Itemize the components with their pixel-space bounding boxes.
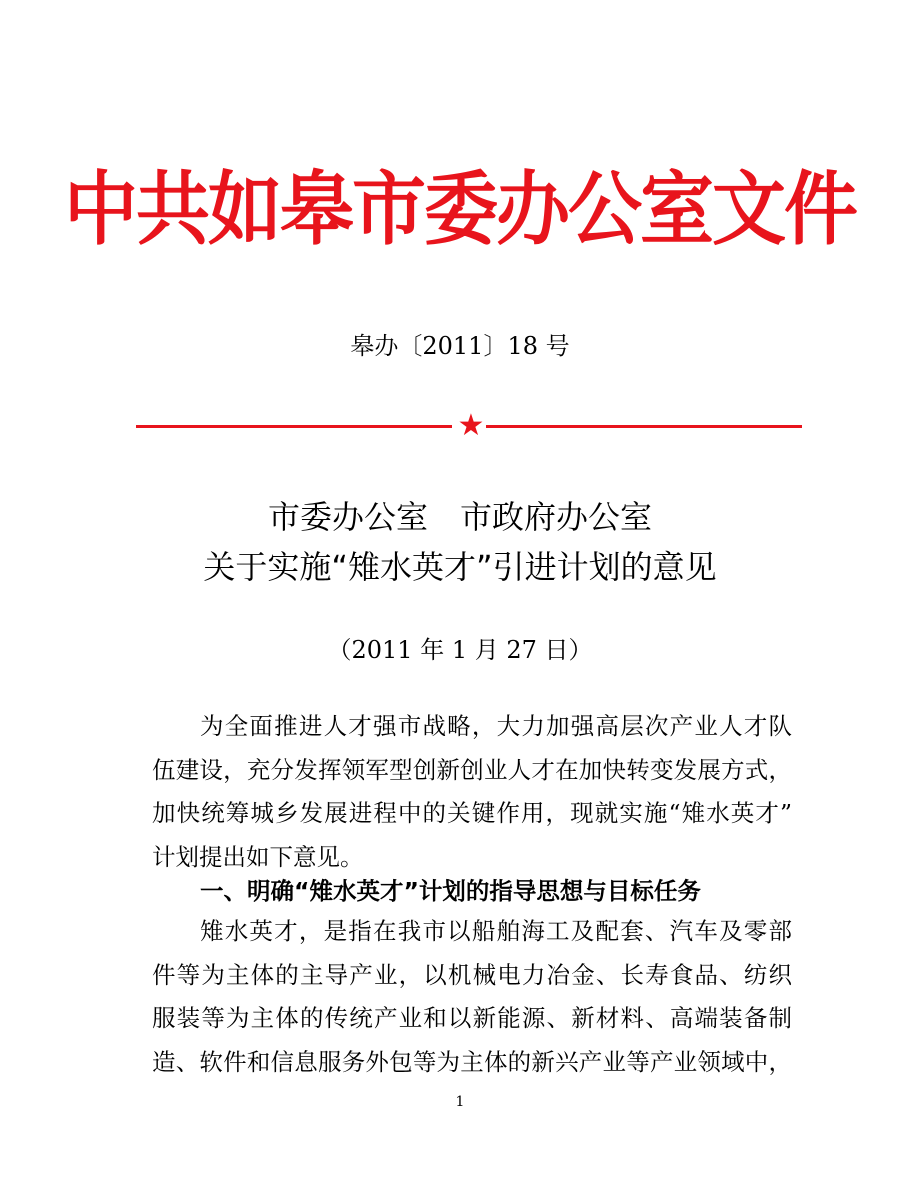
paragraph-line: 加快统筹城乡发展进程中的关键作用，现就实施“雉水英才” — [152, 799, 792, 827]
star-icon: ★ — [457, 408, 485, 443]
paragraph-line: 计划提出如下意见。 — [152, 842, 364, 871]
paragraph-line: 雉水英才，是指在我市以船舶海工及配套、汽车及零部 — [200, 917, 792, 945]
paragraph-section-1 — [152, 910, 792, 1084]
divider-line-left — [136, 425, 452, 428]
document-number: 皋办〔2011〕18 号 — [350, 332, 570, 360]
paragraph-line: 造、软件和信息服务外包等为主体的新兴产业等产业领域中， — [152, 1047, 792, 1076]
document-header-title: 中共如皋市委办公室文件 — [64, 163, 856, 257]
red-divider — [136, 408, 802, 443]
document-title-line-2: 关于实施“雉水英才”引进计划的意见 — [203, 548, 717, 586]
paragraph-line: 为全面推进人才强市战略，大力加强高层次产业人才队 — [200, 712, 792, 740]
paragraph-line: 件等为主体的主导产业，以机械电力冶金、长寿食品、纺织 — [152, 960, 792, 989]
section-heading-1: 一、明确“雉水英才”计划的指导思想与目标任务 — [200, 877, 701, 905]
divider-line-right — [486, 425, 802, 428]
paragraph-intro — [152, 705, 792, 879]
document-date: （2011 年 1 月 27 日） — [327, 636, 593, 664]
document-title-line-1: 市委办公室 市政府办公室 — [267, 498, 652, 536]
page-number: 1 — [455, 1094, 465, 1110]
paragraph-line: 伍建设，充分发挥领军型创新创业人才在加快转变发展方式， — [152, 755, 792, 784]
paragraph-line: 服装等为主体的传统产业和以新能源、新材料、高端装备制 — [152, 1004, 792, 1032]
